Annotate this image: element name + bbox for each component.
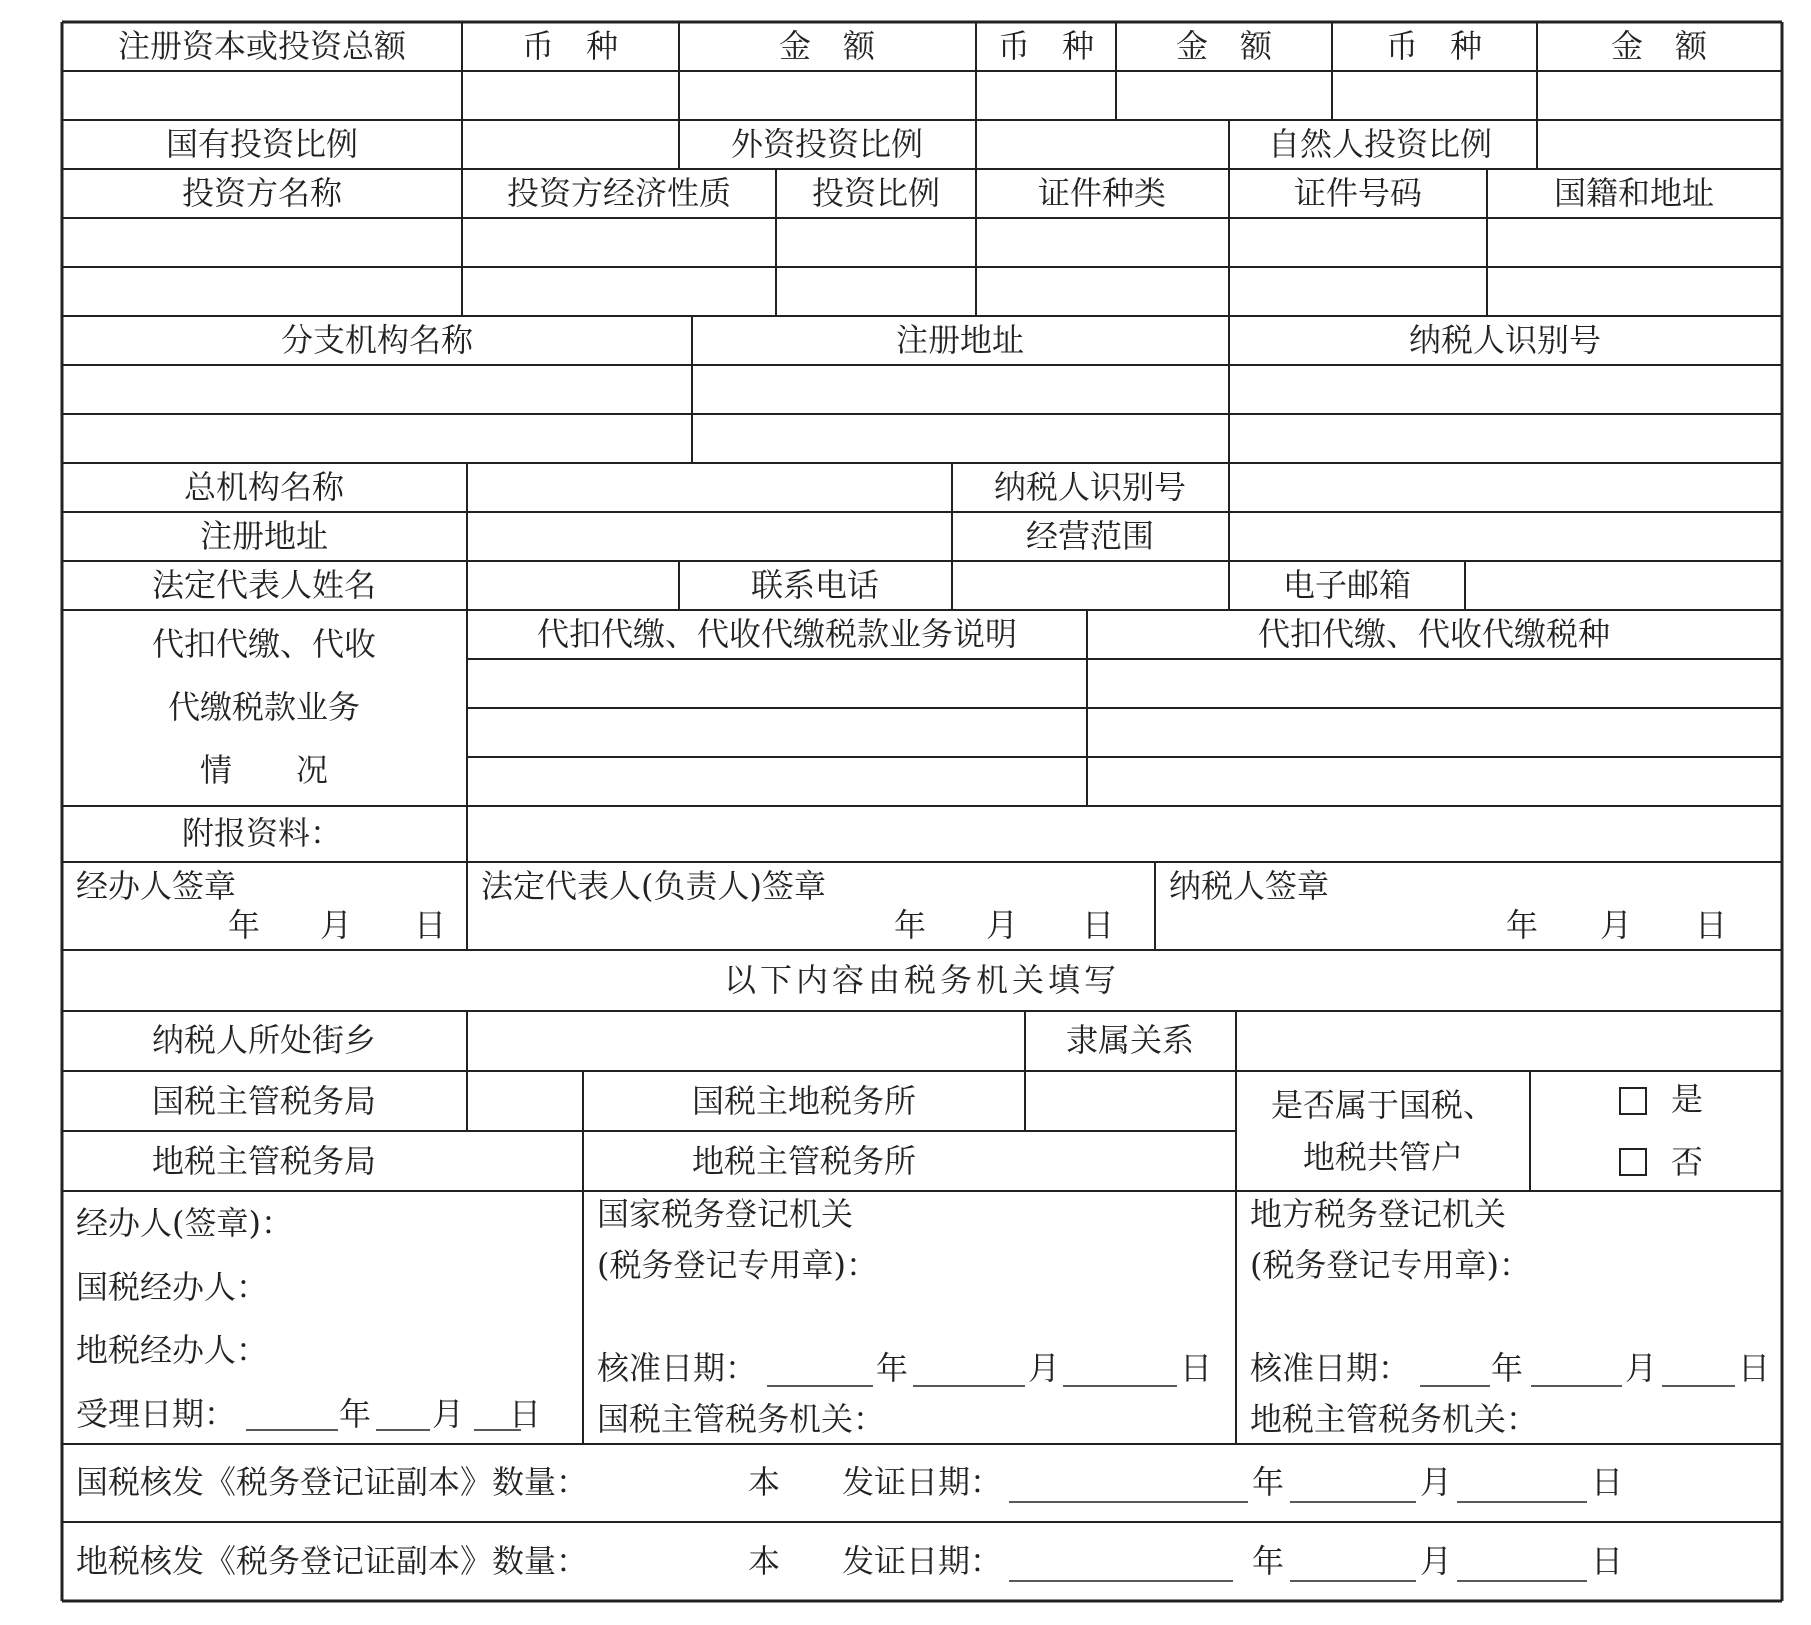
authority-section-title: 以下内容由税务机关填写 [723,961,1121,999]
accept-month: 月 [432,1395,465,1433]
national-approve-day: 日 [1180,1349,1213,1387]
local-issue-day: 日 [1591,1542,1624,1580]
phone-label: 联系电话 [750,566,880,604]
joint-management-line1: 是否属于国税、 [1270,1086,1496,1124]
national-registration-seal: (税务登记专用章)： [597,1246,878,1284]
local-issuance-label: 地税核发《税务登记证副本》数量： [76,1542,589,1580]
legal-rep-name-label: 法定代表人姓名 [151,566,377,604]
branch-name-header: 分支机构名称 [280,321,474,359]
national-registration-org: 国家税务登记机关 [597,1195,854,1233]
investor-ratio-header: 投资比例 [811,174,941,212]
national-issue-year: 年 [1252,1463,1285,1501]
local-handler-label: 地税经办人： [76,1331,269,1369]
national-handler-label: 国税经办人： [76,1268,269,1306]
national-issue-day: 日 [1591,1463,1624,1501]
local-office-label: 地税主管税务所 [691,1142,917,1180]
capital-label: 注册资本或投资总额 [117,27,407,65]
national-issuance-unit: 本 [748,1463,781,1501]
national-issuance-label: 国税核发《税务登记证副本》数量： [76,1463,589,1501]
accept-year: 年 [339,1395,372,1433]
national-authority-label: 国税主管税务机关： [597,1400,886,1438]
legal-rep-signature-label: 法定代表人(负责人)签章 [481,867,826,905]
foreign-ratio-label: 外资投资比例 [730,125,924,163]
handler-signature-label: 经办人(签章)： [76,1204,293,1242]
taxpayer-day: 日 [1695,906,1728,944]
national-issue-month: 月 [1420,1463,1453,1501]
withholding-label-line3: 情 况 [199,751,329,789]
local-approve-month: 月 [1625,1349,1658,1387]
no-label: 否 [1671,1143,1704,1181]
affiliation-label: 隶属关系 [1065,1021,1195,1059]
accept-date-label: 受理日期： [76,1395,237,1433]
local-issue-month: 月 [1420,1542,1453,1580]
head-office-address-label: 注册地址 [199,517,329,555]
agent-day: 日 [414,906,447,944]
email-label: 电子邮箱 [1282,566,1412,604]
local-registration-org: 地方税务登记机关 [1250,1195,1507,1233]
local-issue-date-label: 发证日期： [842,1542,1003,1580]
national-approve-month: 月 [1028,1349,1061,1387]
attachments-label: 附报资料： [182,814,343,852]
investor-nature-header: 投资方经济性质 [506,174,732,212]
national-bureau-label: 国税主管税务局 [151,1082,377,1120]
yes-label: 是 [1671,1080,1704,1118]
local-registration-seal: (税务登记专用章)： [1250,1246,1531,1284]
branch-taxpayer-id-header: 纳税人识别号 [1408,321,1602,359]
amount-header-1: 金 额 [778,27,876,65]
local-issuance-unit: 本 [748,1542,781,1580]
investor-name-header: 投资方名称 [181,174,343,212]
taxpayer-year: 年 [1506,906,1539,944]
yes-checkbox[interactable] [1619,1087,1647,1115]
local-bureau-label: 地税主管税务局 [151,1142,377,1180]
joint-management-line2: 地税共管户 [1302,1138,1464,1176]
legal-day: 日 [1082,906,1115,944]
agent-signature-label: 经办人签章 [76,867,237,905]
withholding-label-line1: 代扣代缴、代收 [151,625,377,663]
national-approve-date-label: 核准日期： [597,1349,758,1387]
currency-header-2: 币 种 [997,27,1095,65]
no-checkbox[interactable] [1619,1148,1647,1176]
local-approve-date-label: 核准日期： [1250,1349,1411,1387]
currency-header-1: 币 种 [521,27,619,65]
withholding-label-line2: 代缴税款业务 [167,688,361,726]
nationality-address-header: 国籍和地址 [1553,174,1715,212]
withholding-tax-kind-header: 代扣代缴、代收代缴税种 [1257,615,1611,653]
branch-address-header: 注册地址 [895,321,1025,359]
taxpayer-month: 月 [1600,906,1633,944]
local-approve-day: 日 [1738,1349,1771,1387]
national-approve-year: 年 [876,1349,909,1387]
amount-header-3: 金 额 [1610,27,1708,65]
legal-year: 年 [894,906,927,944]
id-number-header: 证件号码 [1293,174,1423,212]
id-type-header: 证件种类 [1037,174,1167,212]
amount-header-2: 金 额 [1175,27,1273,65]
taxpayer-signature-label: 纳税人签章 [1169,867,1330,905]
national-issue-date-label: 发证日期： [842,1463,1003,1501]
currency-header-3: 币 种 [1385,27,1483,65]
business-scope-label: 经营范围 [1025,517,1155,555]
local-approve-year: 年 [1491,1349,1524,1387]
accept-day: 日 [509,1395,542,1433]
state-ratio-label: 国有投资比例 [165,125,359,163]
head-office-taxpayer-id-label: 纳税人识别号 [993,468,1187,506]
head-office-name-label: 总机构名称 [183,468,345,506]
local-issue-year: 年 [1252,1542,1285,1580]
local-authority-label: 地税主管税务机关： [1250,1400,1539,1438]
street-label: 纳税人所处街乡 [151,1021,377,1059]
agent-month: 月 [320,906,353,944]
national-office-label: 国税主地税务所 [691,1082,917,1120]
agent-year: 年 [228,906,261,944]
withholding-description-header: 代扣代缴、代收代缴税款业务说明 [536,615,1018,653]
natural-ratio-label: 自然人投资比例 [1267,125,1493,163]
legal-month: 月 [986,906,1019,944]
